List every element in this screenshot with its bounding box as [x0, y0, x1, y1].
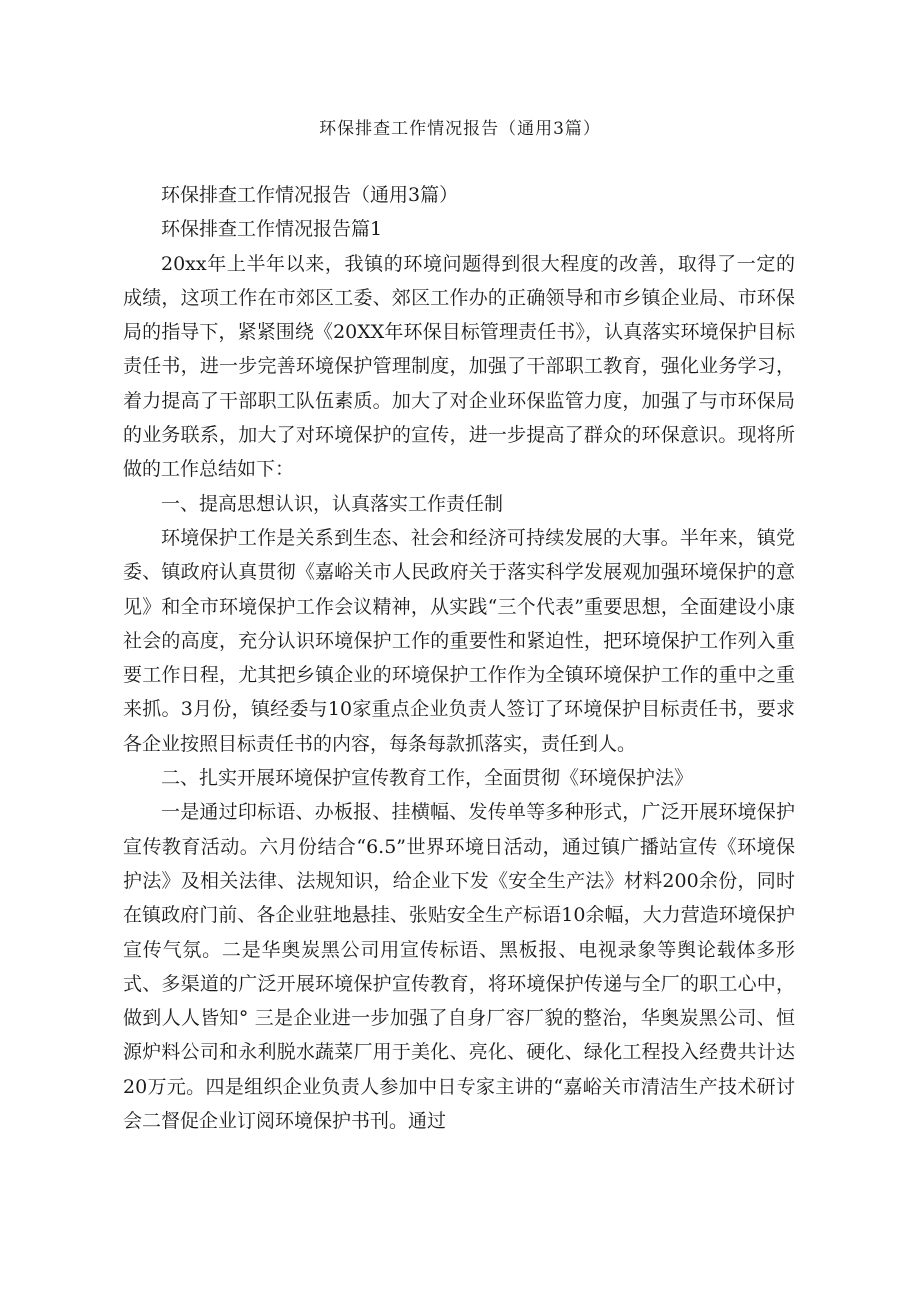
document-body	[123, 178, 795, 1138]
section-heading-1: 一、提高思想认识，认真落实工作责任制	[161, 492, 504, 515]
page-title: 环保排查工作情况报告（通用3篇）	[319, 119, 601, 139]
paragraph-responsibility: 环境保护工作是关系到生态、社会和经济可持续发展的大事。半年来，镇党委、镇政府认真贯彻《嘉峪关市人民政府关于落实科学发展观加强环境保护的意见》和全市环境保护工作会议精神，从实践“三个代表”重要思想，全面建设小康社会的高度，充分认识环境保护工作的重要性和紧迫性，把环境保护工作列入重要工作日程，尤其把乡镇企业的环境保护工作作为全镇环境保护工作的重中之重来抓。3月份，镇经委与10家重点企业负责人签订了环境保护目标责任书，要求各企业按照目标责任书的内容，每条每款抓落实，责任到人。	[123, 526, 795, 755]
section-heading-part1: 环保排查工作情况报告篇1	[161, 218, 383, 241]
paragraph-repeated-title: 环保排查工作情况报告（通用3篇）	[161, 184, 459, 206]
paragraph-intro: 20xx年上半年以来，我镇的环境问题得到很大程度的改善，取得了一定的成绩，这项工作在市郊区工委、郊区工作办的正确领导和市乡镇企业局、市环保局的指导下，紧紧围绕《20XX年环保目标管理责任书》，认真落实环境保护目标责任书，进一步完善环境保护管理制度，加强了干部职工教育，强化业务学习，着力提高了干部职工队伍素质。加大了对企业环保监管力度，加强了与市环保局的业务联系，加大了对环境保护的宣传，进一步提高了群众的环保意识。现将所做的工作总结如下：	[123, 252, 795, 481]
section-heading-2: 二、扎实开展环境保护宣传教育工作，全面贯彻《环境保护法》	[161, 767, 694, 790]
paragraph-publicity: 一是通过印标语、办板报、挂横幅、发传单等多种形式，广泛开展环境保护宣传教育活动。六月份结合“6.5”世界环境日活动，通过镇广播站宣传《环境保护法》及相关法律、法规知识，给企业下发《安全生产法》材料200余份，同时在镇政府门前、各企业驻地悬挂、张贴安全生产标语10余幅，大力营造环境保护宣传气氛。二是华奥炭黑公司用宣传标语、黑板报、电视录象等舆论载体多形式、多渠道的广泛开展环境保护宣传教育，将环境保护传递与全厂的职工心中，做到人人皆知° 三是企业进一步加强了自身厂容厂貌的整治，华奥炭黑公司、恒源炉料公司和永利脱水蔬菜厂用于美化、亮化、硬化、绿化工程投入经费共计达20万元。四是组织企业负责人参加中日专家主讲的“嘉峪关市清洁生产技术研讨会二督促企业订阅环境保护书刊。通过	[123, 801, 795, 1133]
